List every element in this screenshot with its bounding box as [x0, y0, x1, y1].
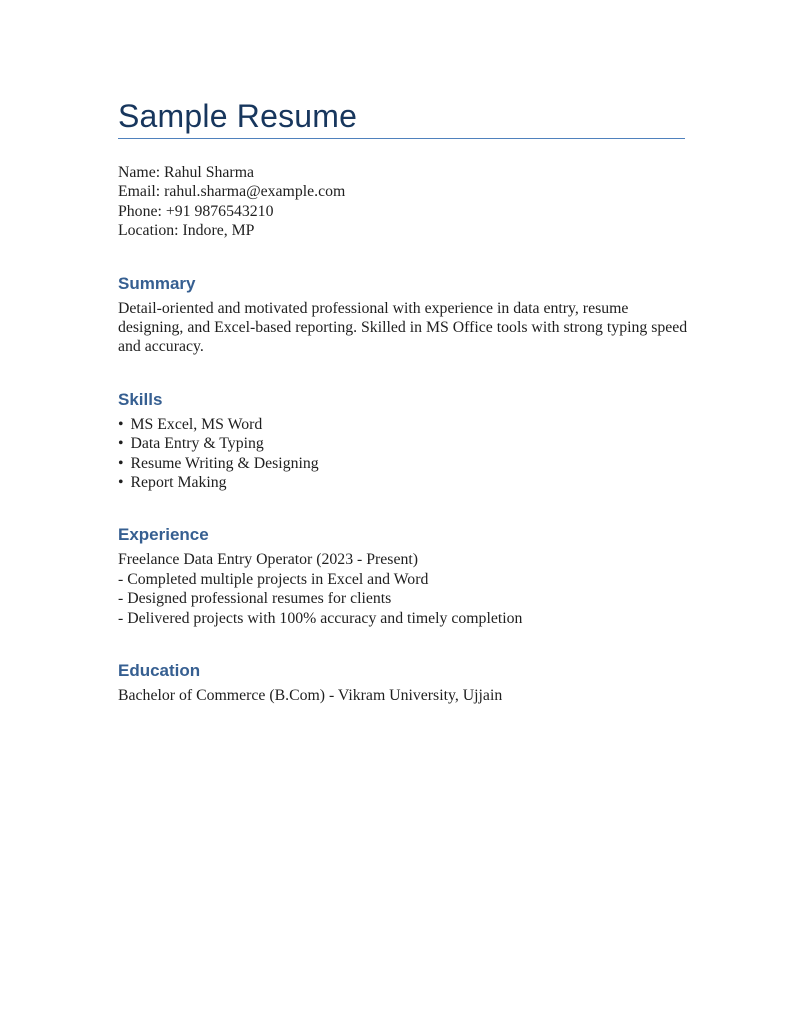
contact-phone-line: Phone: +91 9876543210: [118, 202, 274, 220]
skills-list-item: [118, 454, 685, 473]
skills-list-item: [118, 473, 685, 492]
skill-text: Resume Writing & Designing: [130, 454, 319, 472]
skills-list: [118, 415, 685, 493]
bullet-icon: [118, 473, 131, 492]
experience-detail-line: - Delivered projects with 100% accuracy and timely completion: [118, 609, 523, 627]
section-heading-education: Education: [118, 661, 201, 681]
section-education: [118, 660, 685, 705]
summary-text-line: designing, and Excel-based reporting. Skilled in MS Office tools with strong typing speed: [118, 319, 688, 337]
summary-text-line: and accuracy.: [118, 338, 204, 356]
skill-text: MS Excel, MS Word: [130, 415, 263, 433]
section-summary: [118, 273, 688, 357]
summary-text-line: Detail-oriented and motivated professional with experience in data entry, resume: [118, 299, 629, 317]
bullet-icon: [118, 454, 131, 473]
section-heading-experience: Experience: [118, 525, 209, 545]
bullet-icon: [118, 434, 131, 453]
experience-detail-line: - Completed multiple projects in Excel and Word: [118, 570, 429, 588]
education-degree-line: Bachelor of Commerce (B.Com) - Vikram University, Ujjain: [118, 687, 503, 705]
contact-location-line: Location: Indore, MP: [118, 222, 255, 240]
document-title: Sample Resume: [118, 96, 685, 139]
skills-list-item: [118, 415, 685, 434]
experience-role-line: Freelance Data Entry Operator (2023 - Present): [118, 551, 419, 569]
section-experience: [118, 524, 685, 628]
section-heading-skills: Skills: [118, 389, 163, 409]
skill-text: Data Entry & Typing: [130, 435, 264, 453]
skills-list-item: [118, 434, 685, 453]
skill-text: Report Making: [130, 474, 227, 492]
section-heading-summary: Summary: [118, 273, 196, 293]
contact-name-line: Name: Rahul Sharma: [118, 164, 254, 181]
contact-email-line: Email: rahul.sharma@example.com: [118, 183, 346, 201]
experience-detail-line: - Designed professional resumes for clients: [118, 590, 392, 608]
contact-block: [118, 163, 685, 241]
section-skills: [118, 389, 685, 493]
bullet-icon: [118, 415, 131, 434]
